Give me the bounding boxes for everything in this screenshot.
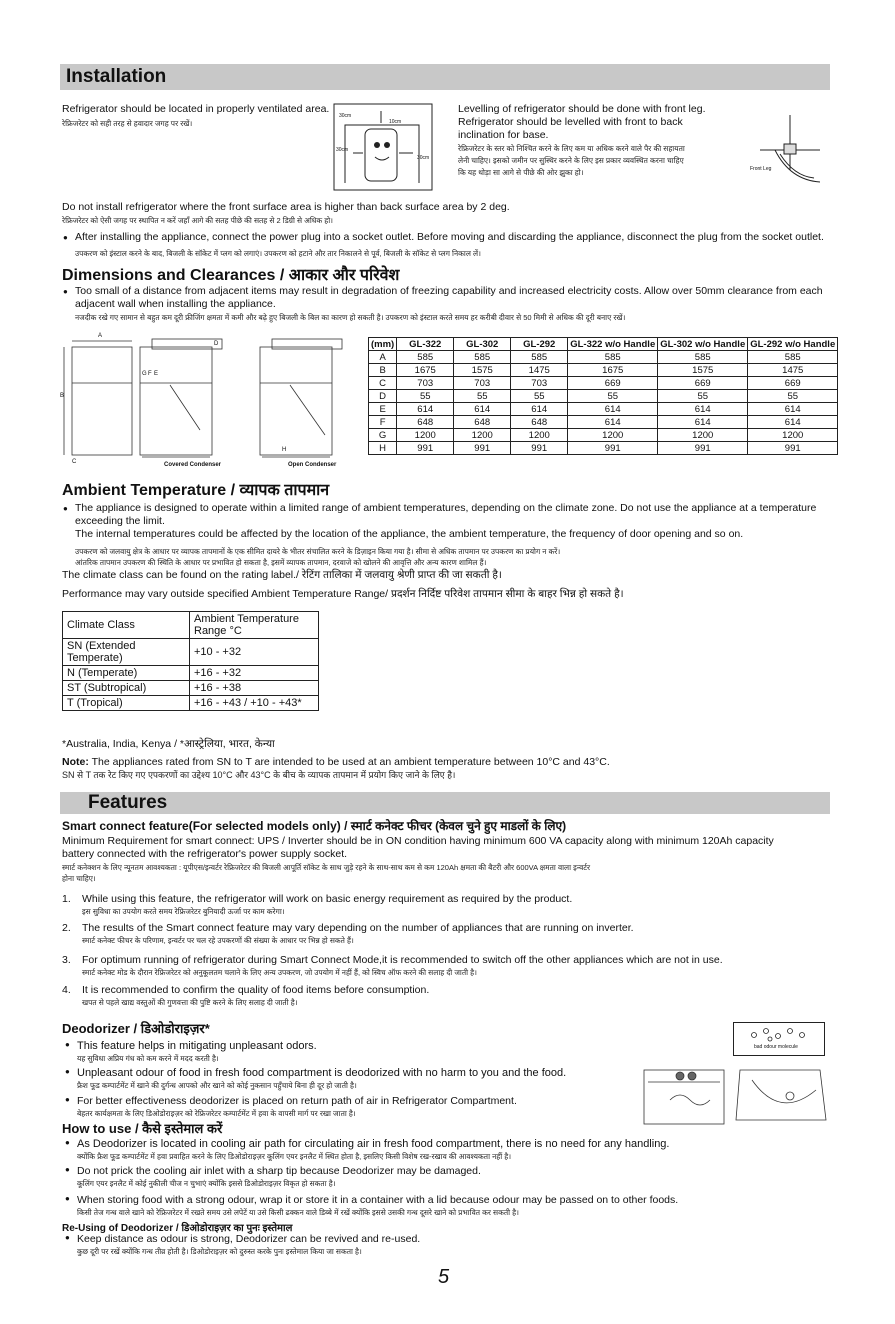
smart-text-2: battery connected with the refrigerator's power supply socket. <box>62 848 348 860</box>
vent-label-right: 30cm <box>417 155 430 161</box>
table-cell: E <box>369 403 397 416</box>
table-cell: N (Temperate) <box>63 666 190 681</box>
dim-label-e: E <box>154 371 159 377</box>
item-number: 2. <box>62 922 71 934</box>
item-text-hi: इस सुविधा का उपयोग करते समय रेफ्रिजरेटर बुनियादी ऊर्जा पर काम करेगा। <box>82 907 285 916</box>
table-cell: 991 <box>568 442 658 455</box>
smart-text-hi-2: होना चाहिए। <box>62 874 96 883</box>
table-cell: 1475 <box>511 364 568 377</box>
table-cell: 703 <box>454 377 511 390</box>
installation-title: Installation <box>66 66 167 87</box>
table-cell: F <box>369 416 397 429</box>
features-banner <box>60 792 830 814</box>
table-cell: 669 <box>568 377 658 390</box>
table-row <box>63 666 319 681</box>
table-cell: 1200 <box>511 429 568 442</box>
table-cell: 614 <box>748 403 838 416</box>
dim-label-h: H <box>282 447 287 453</box>
note-text-hi: SN से T तक रेट किए गए एपकरणों का उद्देश्य 10°C और 43°C के बीच के व्यापक तापमान में प्रयोग किए जाने के लिए है। <box>62 770 456 780</box>
table-cell: 614 <box>658 416 748 429</box>
plug-bullet <box>75 231 824 244</box>
level-text-hi-3: कि यह थोड़ा सा आगे से पीछे की ओर झुका हो। <box>458 168 584 177</box>
dim-th-gl292-nohandle: GL-292 w/o Handle <box>748 338 838 351</box>
note-line <box>62 756 610 769</box>
plug-text-hi: उपकरण को इंस्टाल करने के बाद, बिजली के सॉकेट में प्लग को लगाएं। उपकरण को हटाने और तार निकालने से पूर्व, बिजली के सॉकेट से प्लग निकाल लें। <box>75 249 481 258</box>
vent-label-top: 30cm <box>339 113 352 119</box>
ambient-text-hi-1: उपकरण को जलवायु क्षेत्र के आधार पर व्यापक तापमानों के एक सीमित दायरे के भीतर संचालित करने के डिज़ाइन किया गया है। सीमा से अधिक तापमान पर उपकरण का प्रयोग न करें। <box>75 547 561 556</box>
level-text-hi-2: लेनी चाहिए। इसको जमीन पर सुस्थिर करने के लिए इस प्रकार व्यवस्थित करना चाहिए <box>458 156 684 165</box>
item-text: The results of the Smart connect feature may vary depending on the number of appliances that are running on inverter. <box>82 922 634 934</box>
howto-text-3-hi: किसी तेज गन्ध वाले खाने को रेफ्रिजरेटर में रखते समय उसे लपेटें या उसे किसी ढक्कन वाले डिब्बे में रखें क्योंकि इससे उसकी गन्ध दूसरे खाने को प्रभावित कर सकती है। <box>77 1208 520 1217</box>
deodorizer-text-1-hi: यह सुविधा अप्रिय गंध को कम करने में मदद करती है। <box>77 1054 219 1063</box>
dim-th-gl302: GL-302 <box>454 338 511 351</box>
smart-item-2 <box>62 922 634 946</box>
dimensions-text-1: Too small of a distance from adjacent items may result in degradation of freezing capability and increased electricity costs. Allow over 50mm clearance from each <box>75 285 823 297</box>
table-cell: 991 <box>454 442 511 455</box>
front-leg-label: Front Leg <box>750 166 772 172</box>
howto-text-2: ● Do not prick the cooling air inlet with a sharp tip because Deodorizer may be damaged. <box>77 1165 481 1177</box>
table-cell: 991 <box>397 442 454 455</box>
table-cell: +10 - +32 <box>190 639 319 666</box>
vent-label-left: 30cm <box>336 147 349 153</box>
howto-bullet-1 <box>77 1138 670 1162</box>
table-cell: 1675 <box>397 364 454 377</box>
table-row <box>63 639 319 666</box>
smart-item-1 <box>62 893 573 917</box>
table-cell: 1675 <box>568 364 658 377</box>
performance-text: Performance may vary outside specified Ambient Temperature Range/ प्रदर्शन निर्दिष्ट परिवेश तापमान सीमा के बाहर भिन्न हो सकते है। <box>62 588 624 600</box>
ambient-internal-text: The internal temperatures could be affected by the location of the appliance, the ambient temperature, the frequency of door opening and so on. <box>75 528 744 540</box>
rating-text: The climate class can be found on the rating label./ रेटिंग तालिका में जलवायु श्रेणी प्राप्त की जा सकती है। <box>62 569 502 581</box>
dim-th-gl292: GL-292 <box>511 338 568 351</box>
table-cell: C <box>369 377 397 390</box>
dim-th-mm: (mm) <box>369 338 397 351</box>
ambient-title: Ambient Temperature / व्यापक तापमान <box>62 482 330 499</box>
table-cell: +16 - +32 <box>190 666 319 681</box>
table-cell: D <box>369 390 397 403</box>
table-cell: 1200 <box>748 429 838 442</box>
smart-item-3 <box>62 954 723 978</box>
features-title: Features <box>88 792 168 813</box>
table-row <box>63 681 319 696</box>
deodorizer-bullet-3 <box>77 1095 517 1119</box>
table-cell: 585 <box>397 351 454 364</box>
ambient-text-1: The appliance is designed to operate within a limited range of ambient temperatures, depending on the climate zone. Do not use the appliance at a temperature <box>75 502 817 514</box>
deodorizer-text-3-hi: बेहतर कार्यक्षमता के लिए डिओडोराइज़र को रेफ्रिजरेटर कम्पार्टमेंट में हवा के वापसी मार्ग पर रखा जाता है। <box>77 1109 356 1118</box>
table-cell: 1575 <box>658 364 748 377</box>
dimensions-text-2: adjacent wall when installing the appliance. <box>75 298 276 310</box>
table-cell: 585 <box>658 351 748 364</box>
table-row <box>369 364 838 377</box>
item-text-hi: स्मार्ट कनेक्ट फीचर के परिणाम, इन्वर्टर पर चल रहे उपकरणों की संख्या के आधार पर भिन्न हो सकते हैं। <box>82 936 354 945</box>
item-text: For optimum running of refrigerator during Smart Connect Mode,it is recommended to switch off the other appliances which are not in use. <box>82 954 723 966</box>
table-row <box>369 416 838 429</box>
dim-th-gl322-nohandle: GL-322 w/o Handle <box>568 338 658 351</box>
deodorizer-text-3: ● For better effectiveness deodorizer is placed on return path of air in Refrigerator Compartment. <box>77 1095 517 1107</box>
deodorizer-bullet-2 <box>77 1067 566 1091</box>
table-cell: 669 <box>748 377 838 390</box>
table-cell: 1200 <box>658 429 748 442</box>
table-cell: 614 <box>748 416 838 429</box>
table-cell: 55 <box>568 390 658 403</box>
table-cell: 55 <box>511 390 568 403</box>
table-cell: 648 <box>397 416 454 429</box>
howto-text-3: ● When storing food with a strong odour, wrap it or store it in a container with a lid because odour may be passed on to other foods. <box>77 1194 679 1206</box>
ventilation-illustration <box>333 103 433 191</box>
odour-molecule-icon <box>733 1022 825 1056</box>
dimensions-table <box>368 337 838 455</box>
table-cell: 614 <box>511 403 568 416</box>
page-number: 5 <box>438 1266 450 1288</box>
howto-text-2-hi: कूलिंग एयर इनलैट में कोई नुकीली चीज न चुभाएं क्योंकि इससे डिओडोराइज़र विकृत हो सकता है। <box>77 1179 336 1188</box>
level-text-2: Refrigerator should be levelled with front to back <box>458 116 683 128</box>
table-cell: 1575 <box>454 364 511 377</box>
dim-label-b: B <box>60 393 65 399</box>
dimension-diagram <box>60 335 345 470</box>
vent-text: Refrigerator should be located in properly ventilated area. <box>62 103 330 115</box>
vent-label-right-top: 10cm <box>389 119 402 125</box>
smart-text-hi-1: स्मार्ट कनेक्शन के लिए न्यूनतम आवश्यकता : यूपीएस/इन्वर्टर रेफ्रिजरेटर की बिजली आपूर्ति सॉकेट के साथ जुड़े रहने के साथ-साथ कम से कम 120Ah क्षमता की बैटरी और 600VA क्षमता वाला इन्वर्टर <box>62 863 591 872</box>
table-cell: 1200 <box>454 429 511 442</box>
table-cell: 55 <box>658 390 748 403</box>
covered-condenser-label: Covered Condenser <box>164 462 222 468</box>
climate-th-class: Climate Class <box>63 612 190 639</box>
dim-label-g: G <box>142 371 147 377</box>
table-cell: 585 <box>568 351 658 364</box>
item-number: 3. <box>62 954 71 966</box>
table-row <box>369 442 838 455</box>
table-cell: H <box>369 442 397 455</box>
dimensions-bullet <box>75 285 823 298</box>
dim-th-gl322: GL-322 <box>397 338 454 351</box>
table-cell: ST (Subtropical) <box>63 681 190 696</box>
table-cell: 614 <box>658 403 748 416</box>
dim-label-f: F <box>148 371 152 377</box>
table-cell: 614 <box>454 403 511 416</box>
smart-item-4 <box>62 984 430 1008</box>
howto-bullet-2 <box>77 1165 481 1189</box>
reuse-title: Re-Using of Deodorizer / डिओडोराइज़र का पुनः इस्तेमाल <box>62 1223 293 1234</box>
deodorizer-bullet-1 <box>77 1040 317 1064</box>
item-number: 4. <box>62 984 71 996</box>
table-cell: 55 <box>748 390 838 403</box>
table-cell: B <box>369 364 397 377</box>
dimensions-title: Dimensions and Clearances / आकार और परिवेश <box>62 267 400 284</box>
table-cell: 585 <box>511 351 568 364</box>
level-text-1: Levelling of refrigerator should be done with front leg. <box>458 103 706 115</box>
table-row <box>369 390 838 403</box>
table-cell: 991 <box>748 442 838 455</box>
smart-text-1: Minimum Requirement for smart connect: UPS / Inverter should be in ON condition having minimum 600 VA capacity along with minimum 120Ah capacity <box>62 835 774 847</box>
table-cell: G <box>369 429 397 442</box>
deodorizer-text-1: ● This feature helps in mitigating unpleasant odors. <box>77 1040 317 1052</box>
deodorizer-text-2: ● Unpleasant odour of food in fresh food compartment is deodorized with no harm to you and the food. <box>77 1067 567 1079</box>
table-row <box>63 696 319 711</box>
howto-text-1: ● As Deodorizer is located in cooling air path for circulating air in fresh food compartment, there is no need for any handling. <box>77 1138 670 1150</box>
dimensions-text-hi: नजदीक रखे गए सामान से बहुत कम दूरी फ्रीजिंग क्षमता में कमी और बढ़े हुए बिजली के बिल का कारण हो सकती है। उपकरण को इंस्टाल करते समय हर करीबी दीवार से 50 मिमी से अधिक की दूरी बनाए रखें। <box>75 313 626 322</box>
deodorizer-text-2-hi: फ्रैश फूड कम्पार्टमेंट में खाने की दुर्गन्ध आपको और खाने को कोई नुकसान पहुँचाये बिना ही दूर हो जाती है। <box>77 1081 357 1090</box>
table-cell: 648 <box>511 416 568 429</box>
ambient-bullet <box>75 502 816 515</box>
table-cell: T (Tropical) <box>63 696 190 711</box>
reuse-text-1: ● Keep distance as odour is strong, Deodorizer can be revived and re-used. <box>77 1233 421 1245</box>
climate-footnote: *Australia, India, Kenya / *आस्ट्रेलिया, भारत, केन्या <box>62 738 275 750</box>
dim-label-d: D <box>214 341 219 347</box>
how-to-use-title: How to use / कैसे इस्तेमाल करें <box>62 1121 223 1136</box>
open-condenser-label: Open Condenser <box>288 462 337 468</box>
table-cell: 669 <box>658 377 748 390</box>
leveling-illustration <box>750 110 830 188</box>
table-cell: 703 <box>397 377 454 390</box>
installation-banner <box>60 64 830 90</box>
smart-connect-title: Smart connect feature(For selected models only) / स्मार्ट कनेक्ट फीचर (केवल चुने हुए माडलों के लिए) <box>62 819 567 833</box>
table-row <box>369 429 838 442</box>
deodorizer-illustration <box>640 1060 830 1130</box>
table-cell: 585 <box>748 351 838 364</box>
table-cell: 614 <box>397 403 454 416</box>
table-cell: 55 <box>454 390 511 403</box>
dim-th-gl302-nohandle: GL-302 w/o Handle <box>658 338 748 351</box>
reuse-text-1-hi: कुछ दूरी पर रखें क्योंकि गन्ध तीव्र होती है। डिओडोराइज़र को दुरुस्त करके पुनः इस्तेमाल किया जा सकता है। <box>77 1247 362 1256</box>
item-text: While using this feature, the refrigerator will work on basic energy requirement as required by the product. <box>82 893 573 905</box>
note-label: Note: <box>62 756 89 768</box>
item-text-hi: स्मार्ट कनेक्ट मोड के दौरान रेफ्रिजरेटर को अनुकूलतम चलाने के लिए अन्य उपकरण, जो उपयोग में नहीं हैं, को स्विच ऑफ करने की सलाह दी जाती है। <box>82 968 477 977</box>
item-text: It is recommended to confirm the quality of food items before consumption. <box>82 984 430 996</box>
table-cell: 991 <box>511 442 568 455</box>
table-cell: 55 <box>397 390 454 403</box>
table-cell: 703 <box>511 377 568 390</box>
table-row <box>369 403 838 416</box>
table-cell: SN (Extended Temperate) <box>63 639 190 666</box>
ambient-text-2: exceeding the limit. <box>75 515 165 527</box>
table-cell: 1475 <box>748 364 838 377</box>
dim-label-a: A <box>98 333 103 339</box>
table-cell: A <box>369 351 397 364</box>
dim-label-c: C <box>72 459 77 465</box>
table-cell: 1200 <box>397 429 454 442</box>
table-cell: 648 <box>454 416 511 429</box>
table-cell: 991 <box>658 442 748 455</box>
front-surface-text: Do not install refrigerator where the front surface area is higher than back surface area by 2 deg. <box>62 201 510 213</box>
table-cell: 614 <box>568 403 658 416</box>
level-text-hi-1: रेफ्रिजरेटर के स्तर को निश्चित करने के लिए कम या अधिक करने वाले पैर की सहायता <box>458 144 685 153</box>
table-cell: +16 - +38 <box>190 681 319 696</box>
table-cell: 614 <box>568 416 658 429</box>
item-text-hi: खपत से पहले खाद्य वस्तुओं की गुणवत्ता की पुष्टि करने के लिए सलाह दी जाती है। <box>82 998 298 1007</box>
vent-text-hi: रेफ्रिजरेटर को सही तरह से हवादार जगह पर रखें। <box>62 119 193 128</box>
table-cell: +16 - +43 / +10 - +43* <box>190 696 319 711</box>
item-number: 1. <box>62 893 71 905</box>
howto-text-1-hi: क्योंकि फ्रैश फूड कम्पार्टमेंट में हवा प्रवाहित करने के लिए डिओडोराइज़र कूलिंग एयर इनलैट में स्थित होता है, इसलिए किसी विशेष रख-रखाव की आवश्यकता नहीं है। <box>77 1152 512 1161</box>
climate-class-table <box>62 611 319 711</box>
level-text-3: inclination for base. <box>458 129 549 141</box>
reuse-bullet-1 <box>77 1233 420 1257</box>
odour-molecule-label: bad odour molecule <box>754 1044 798 1050</box>
climate-th-range: Ambient Temperature Range °C <box>190 612 319 639</box>
front-surface-text-hi: रेफ्रिजरेटर को ऐसी जगह पर स्थापित न करें जहाँ आगे की सतह पीछे की सतह से 2 डिग्री से अधिक हो। <box>62 216 334 225</box>
ambient-text-hi-2: आंतरिक तापमान उपकरण की स्थिति के आधार पर प्रभावित हो सकता है, इसमें व्यापक तापमान, दरवाजे को खोलने की आवृत्ति और अन्य कारण शामिल हैं। <box>75 558 487 567</box>
deodorizer-title: Deodorizer / डिओडोराइज़र* <box>62 1021 210 1036</box>
table-row <box>369 351 838 364</box>
table-cell: 1200 <box>568 429 658 442</box>
table-cell: 585 <box>454 351 511 364</box>
table-row <box>369 377 838 390</box>
plug-text: After installing the appliance, connect the power plug into a socket outlet. Before moving and discarding the appliance, disconnect the plug from the socket outlet. <box>75 231 824 243</box>
howto-bullet-3 <box>77 1194 678 1218</box>
note-text: The appliances rated from SN to T are intended to be used at an ambient temperature between 10°C and 43°C. <box>88 756 610 768</box>
